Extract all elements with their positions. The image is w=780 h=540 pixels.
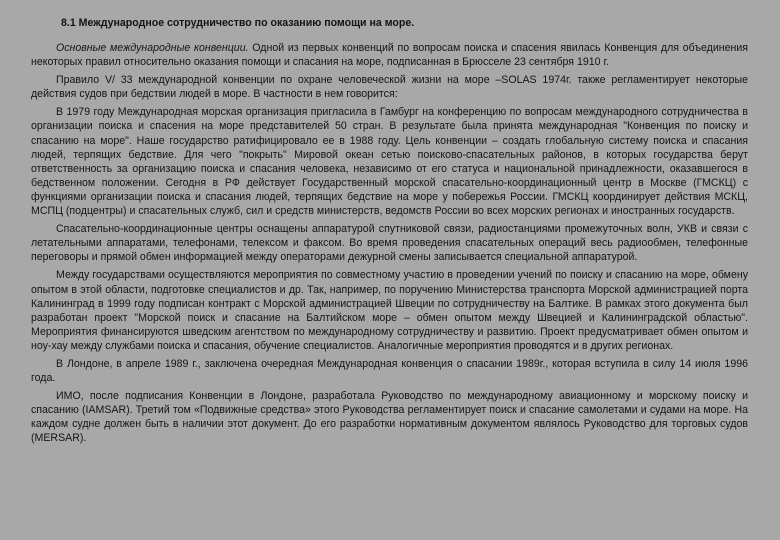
section-heading: 8.1 Международное сотрудничество по оказанию помощи на море. <box>61 17 415 29</box>
paragraph-1979-conference: В 1979 году Международная морская организация пригласила в Гамбург на конференцию по вопросам международного сотрудничества в организации поиска и спасения на море представителей 50 стран. В результате была принята международная "Конвенция по поиску и спасанию на море". Наше государство ратифицировало ее в 1988 году. Цель конвенции – создать глобальную систему поиска и спасания людей, терпящих бедствие. Для чего "покрыть" Мировой океан сетью поисково-спасательных районов, в которых государства берут ответственность за организацию поиска и спасания человека, независимо от его статуса и национальной принадлежности, оказавшегося в бедственном положении. Сегодня в РФ действует Государственный морской спасательно-координационный центр в Москве (ГМСКЦ) с функциями организации поиска и спасания людей, терпящих бедствие на море у побережья России. ГМСКЦ координирует действия МСКЦ, МСПЦ (подцентры) и спасательных служб, сил и средств министерств, ведомств России во всех морских регионах и иностранных государств. <box>31 106 748 218</box>
paragraph-rescue-centers: Спасательно-координационные центры оснащены аппаратурой спутниковой связи, радиостанциями промежуточных волн, УКВ и связи с летательными аппаратами, телефонами, телексом и факсом. Во время проведения спасательных операций весь радиообмен, телефонные переговоры и прямой обмен информацией между операторами дежурной смены записывается специальной аппаратурой. <box>31 223 748 264</box>
paragraph-iamsar: ИМО, после подписания Конвенции в Лондоне, разработала Руководство по международному авиационному и морскому поиску и спасанию (IAMSAR). Третий том «Подвижные средства» этого Руководства регламентирует поиск и спасание самолетами и судами на море. На каждом судне должен быть в наличии этот документ. До его разработки нормативным документом являлось Руководство для торговых судов (MERSAR). <box>31 390 748 445</box>
paragraph-cooperation: Между государствами осуществляются мероприятия по совместному участию в проведении учений по поиску и спасанию на море, обмену опытом в этой области, подготовке специалистов и др. Так, например, по поручению Министерства транспорта Морской администрацией порта Калининград в 1999 году подписан контракт с Морской администрацией Швеции по сотрудничеству на Балтике. В рамках этого документа был разработан проект "Морской поиск и спасание на Балтийском море – обмен опытом между Швецией и Калининградской областью". Мероприятия финансируются шведским агентством по международному сотрудничеству и развитию. Проект предусматривает обмен опытом и ноу-хау между службами поиска и спасания, обучение специалистов. Аналогичные мероприятия проводятся и в других регионах. <box>31 269 748 352</box>
conventions-text: Одной из первых конвенций по вопросам поиска и спасения явилась Конвенция для объединения некоторых правил относительно оказания помощи и спасания на море, подписанная в Брюсселе 23 сентября 1910 г. <box>31 42 748 69</box>
paragraph-conventions <box>31 41 748 69</box>
conventions-lead: Основные международные конвенции. <box>56 42 249 54</box>
paragraph-solas: Правило V/ 33 международной конвенции по охране человеческой жизни на море –SOLAS 1974г. также регламентирует некоторые действия судов при бедствии людей в море. В частности в нем говорится: <box>31 74 748 101</box>
paragraph-london-1989: В Лондоне, в апреле 1989 г., заключена очередная Международная конвенция о спасании 1989г., которая вступила в силу 14 июля 1996 года. <box>31 357 748 385</box>
